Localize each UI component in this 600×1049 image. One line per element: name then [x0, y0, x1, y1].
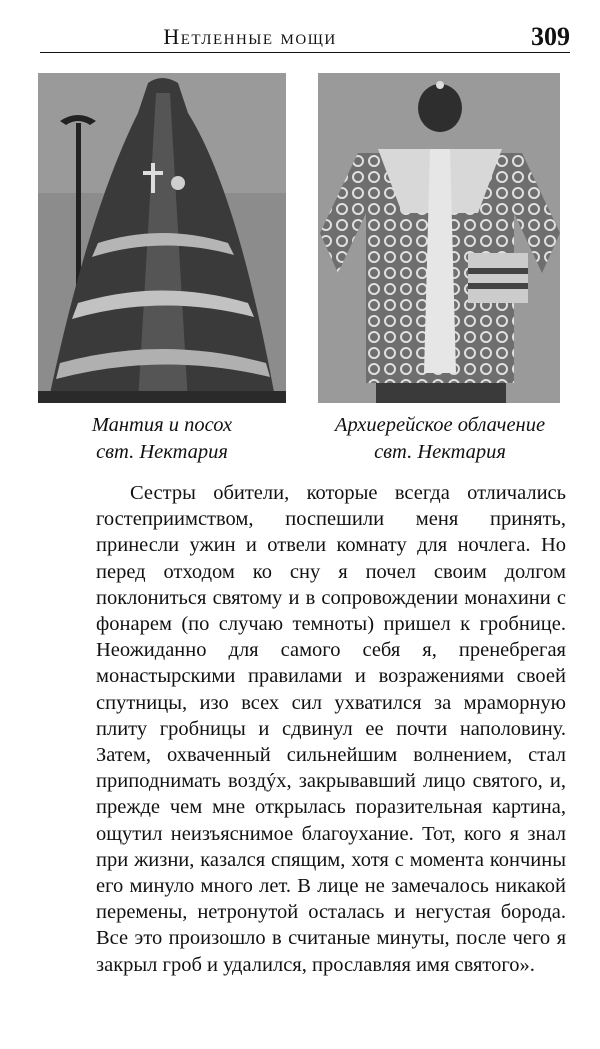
- caption-line: Архиерейское облачение: [334, 414, 546, 436]
- figure-caption-left: [38, 412, 286, 466]
- vestments-photo-illustration: [318, 73, 560, 403]
- body-paragraph: Сестры обители, которые всегда отличались гостеприимством, поспешили меня принять, принесли ужин и отвели комнату для ночлега. Но перед отходом ко сну я почел своим долгом поклониться святому и в сопровождении монахини с фонарем (по случаю темноты) пришел к гробнице. Неожиданно для самого себя я, пренебрегая монастырскими правилами и возражениями своей спутницы, изо всех сил ухватился за мраморную плиту гробницы и сдвинул ее почти наполовину. Затем, охваченный сильнейшим волнением, стал приподнимать воздýх, закрывавший лицо святого, и, прежде чем мне открылась поразительная картина, ощутил неизъяснимое благоухание. Тот, кого я знал при жизни, казался спящим, хотя с момента кончины его минуло много лет. В лице не замечалось никакой перемены, нетронутой осталась и негустая борода. Все это произошло в считаные минуты, после чего я закрыл гроб и удалился, прославляя имя святого».: [96, 482, 566, 976]
- figure-caption-right: [300, 412, 580, 466]
- photo-hierarchical-vestments: [318, 73, 560, 403]
- mantle-photo-illustration: [38, 73, 286, 403]
- caption-line: свт. Нектария: [96, 441, 228, 463]
- page-number: 309: [531, 22, 570, 51]
- caption-line: Мантия и посох: [91, 414, 233, 436]
- page-header: [40, 22, 570, 54]
- photo-mantle-and-staff: [38, 73, 286, 403]
- caption-line: свт. Нектария: [374, 441, 506, 463]
- header-rule: [40, 52, 570, 53]
- running-title: Нетленные мощи: [163, 24, 337, 49]
